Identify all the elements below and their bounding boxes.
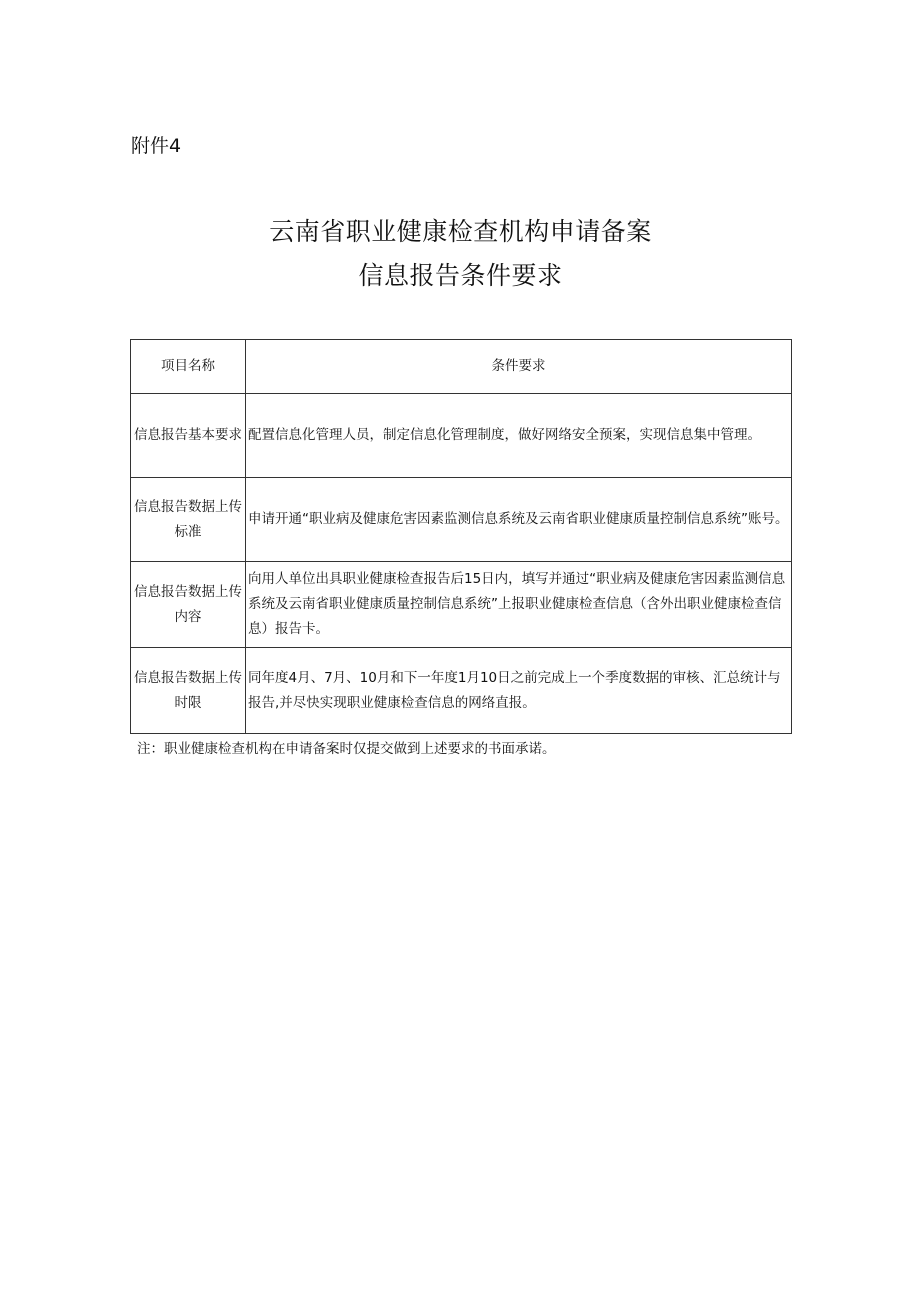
row-item-name: 信息报告基本要求 [131, 394, 246, 478]
row-item-name: 信息报告数据上传内容 [131, 562, 246, 648]
attachment-label: 附件4 [131, 135, 182, 157]
row-requirement: 同年度4月、7月、10月和下一年度1月10日之前完成上一个季度数据的审核、汇总统计与报告,并尽快实现职业健康检查信息的网络直报。 [246, 648, 792, 734]
row-requirement: 申请开通“职业病及健康危害因素监测信息系统及云南省职业健康质量控制信息系统”账号。 [246, 478, 792, 562]
footnote: 注：职业健康检查机构在申请备案时仅提交做到上述要求的书面承诺。 [137, 741, 556, 757]
table-row [131, 478, 792, 562]
row-item-name: 信息报告数据上传标准 [131, 478, 246, 562]
header-requirement: 条件要求 [246, 340, 792, 394]
table-header-row [131, 340, 792, 394]
document-title-line-1: 云南省职业健康检查机构申请备案 [269, 217, 652, 246]
row-item-name: 信息报告数据上传时限 [131, 648, 246, 734]
requirements-table [130, 339, 792, 734]
row-requirement: 配置信息化管理人员，制定信息化管理制度，做好网络安全预案，实现信息集中管理。 [246, 394, 792, 478]
header-item-name: 项目名称 [131, 340, 246, 394]
table-row [131, 394, 792, 478]
document-title-line-2: 信息报告条件要求 [358, 261, 563, 290]
table-row [131, 648, 792, 734]
table-row [131, 562, 792, 648]
row-requirement: 向用人单位出具职业健康检查报告后15日内，填写并通过“职业病及健康危害因素监测信息系统及云南省职业健康质量控制信息系统”上报职业健康检查信息（含外出职业健康检查信息）报告卡。 [246, 562, 792, 648]
